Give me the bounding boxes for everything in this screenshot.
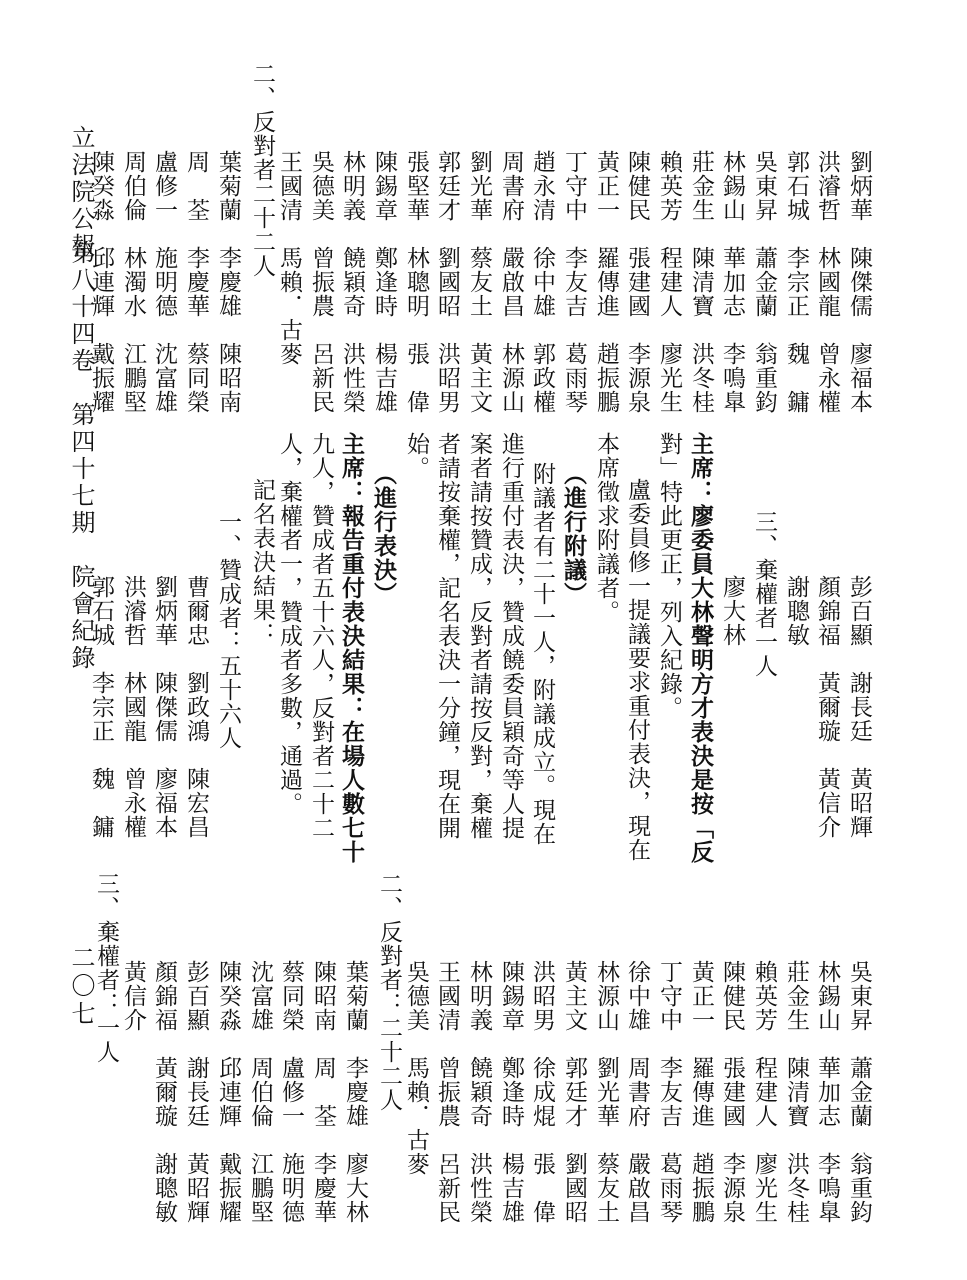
low-col-14: 王國清 曾振農 呂新民	[434, 960, 460, 1224]
low-col-24: 黃信介	[120, 960, 146, 1032]
upper-col-19: 王國清 馬賴．古麥	[276, 150, 302, 366]
upper-col-11: 趙永清 徐中雄 郭政權	[529, 150, 555, 414]
mid-col-19: 人，棄權者一，贊成者多數，通過。	[276, 432, 302, 816]
low-col-18: 陳昭南 周 荃 李慶華	[310, 960, 336, 1224]
mid-recorded-vote-heading: 記名表決結果：	[249, 478, 275, 646]
upper-col-23: 盧修一 施明德 沈富雄	[151, 150, 177, 414]
low-col-2: 林錫山 華加志 李鳴臯	[814, 960, 840, 1224]
mid-col-12: 進行重付表決，贊成饒委員穎奇等人提	[498, 432, 524, 840]
mid-col-13: 案者請按贊成，反對者請按反對，棄權	[466, 432, 492, 840]
mid-col-5: 廖大林	[719, 575, 745, 647]
low-col-23: 顏錦福 黃爾璇 謝聰敏	[151, 960, 177, 1224]
mid-col-23: 劉炳華 陳傑儒 廖福本	[151, 575, 177, 839]
low-col-9: 林源山 劉光華 蔡友土	[593, 960, 619, 1224]
upper-col-6: 莊金生 陳清寶 洪冬桂	[688, 150, 714, 414]
low-col-6: 黃正一 羅傳進 趙振鵬	[688, 960, 714, 1224]
mid-col-24: 洪濬哲 林國龍 曾永權	[120, 575, 146, 839]
upper-col-14: 郭廷才 劉國昭 洪昭男	[434, 150, 460, 414]
low-col-3: 莊金生 陳清寶 洪冬桂	[783, 960, 809, 1224]
mid-col-18: 九人，贊成者五十六人，反對者二十二	[308, 432, 334, 840]
upper-col-25: 陳癸淼 邱連輝 戴振耀	[88, 150, 114, 414]
upper-col-1: 劉炳華 陳傑儒 廖福本	[846, 150, 872, 414]
upper-col-2: 洪濬哲 林國龍 曾永權	[814, 150, 840, 414]
low-col-7: 丁守中 李友吉 葛雨琴	[656, 960, 682, 1224]
upper-col-4: 吳東昇 蕭金蘭 翁重鈞	[751, 150, 777, 414]
upper-col-22: 周 荃 李慶華 蔡同榮	[183, 150, 209, 414]
mid-chair-statement-2: 主席：報告重付表決結果：在場人數七十	[338, 432, 365, 864]
low-col-4: 賴英芳 程建人 廖光生	[751, 960, 777, 1224]
low-section-heading-abstain: 三、棄權者：一人	[93, 872, 119, 1064]
low-col-15: 吳德美 馬賴．古麥	[403, 960, 429, 1176]
low-col-21: 陳癸淼 邱連輝 戴振耀	[215, 960, 241, 1224]
upper-col-10: 丁守中 李友吉 葛雨琴	[561, 150, 587, 414]
upper-col-21: 葉菊蘭 李慶雄 陳昭南	[215, 150, 241, 414]
upper-col-8: 陳健民 張建國 李源泉	[624, 150, 650, 414]
upper-col-15: 張堅華 林聰明 張 偉	[403, 150, 429, 414]
upper-col-5: 林錫山 華加志 李鳴臯	[719, 150, 745, 414]
low-col-20: 沈富雄 周伯倫 江鵬堅	[247, 960, 273, 1224]
mid-col-9: 本席徵求附議者。	[593, 432, 619, 624]
low-col-8: 徐中雄 周書府 嚴啟昌	[624, 960, 650, 1224]
issue-line: 第八十四卷 第四十七期 院會紀錄	[67, 240, 95, 672]
upper-section-heading-oppose: 二、反對者二十二人	[249, 62, 275, 278]
upper-col-12: 周書府 嚴啟昌 林源山	[498, 150, 524, 414]
mid-col-22: 曹爾忠 劉政鴻 陳宏昌	[183, 575, 209, 839]
low-col-5: 陳健民 張建國 李源泉	[719, 960, 745, 1224]
upper-col-16: 陳錫章 鄭逢時 楊吉雄	[371, 150, 397, 414]
journal-title: 立法院公報	[67, 125, 95, 260]
mid-section-heading-approve: 一、贊成者：五十六人	[215, 510, 241, 750]
mid-col-1: 彭百顯 謝長廷 黃昭輝	[846, 575, 872, 839]
low-col-19: 蔡同榮 盧修一 施明德	[278, 960, 304, 1224]
low-col-17: 葉菊蘭 李慶雄 廖大林	[342, 960, 368, 1224]
low-col-11: 洪昭男 徐成焜 張 偉	[529, 960, 555, 1224]
mid-col-7: 對」特此更正，列入紀錄。	[656, 432, 682, 720]
low-col-1: 吳東昇 蕭金蘭 翁重鈞	[846, 960, 872, 1224]
low-col-22: 彭百顯 謝長廷 黃昭輝	[183, 960, 209, 1224]
low-col-10: 黃主文 郭廷才 劉國昭	[561, 960, 587, 1224]
mid-col-15: 始。	[403, 432, 429, 480]
mid-chair-statement-1: 主席：廖委員大林聲明方才表決是按「反	[687, 432, 714, 864]
mid-section-heading-abstain: 三、棄權者一人	[751, 510, 777, 678]
mid-col-3: 謝聰敏	[783, 575, 809, 647]
page-number: 二〇七	[67, 945, 95, 1029]
low-section-heading-oppose: 二、反對者：二十二人	[376, 872, 402, 1112]
mid-col-2: 顏錦福 黃爾璇 黃信介	[814, 575, 840, 839]
upper-col-13: 劉光華 蔡友土 黃主文	[466, 150, 492, 414]
mid-col-25: 郭石城 李宗正 魏 鏞	[88, 575, 114, 839]
low-col-12: 陳錫章 鄭逢時 楊吉雄	[498, 960, 524, 1224]
upper-col-18: 吳德美 曾振農 呂新民	[308, 150, 334, 414]
upper-col-9: 黃正一 羅傳進 趙振鵬	[593, 150, 619, 414]
mid-col-11: 附議者有二十一人，附議成立。現在	[529, 462, 555, 846]
upper-col-7: 賴英芳 程建人 廖光生	[656, 150, 682, 414]
mid-col-14: 者請按棄權，記名表決一分鐘，現在開	[434, 432, 460, 840]
upper-col-17: 林明義 饒穎奇 洪性榮	[339, 150, 365, 414]
low-col-13: 林明義 饒穎奇 洪性榮	[466, 960, 492, 1224]
upper-col-3: 郭石城 李宗正 魏 鏞	[783, 150, 809, 414]
mid-col-8: 盧委員修一提議要求重付表決，現在	[624, 478, 650, 862]
mid-proceed-second: （進行附議）	[560, 462, 587, 606]
upper-col-24: 周伯倫 林濁水 江鵬堅	[120, 150, 146, 414]
mid-proceed-vote: （進行表決）	[370, 462, 397, 606]
